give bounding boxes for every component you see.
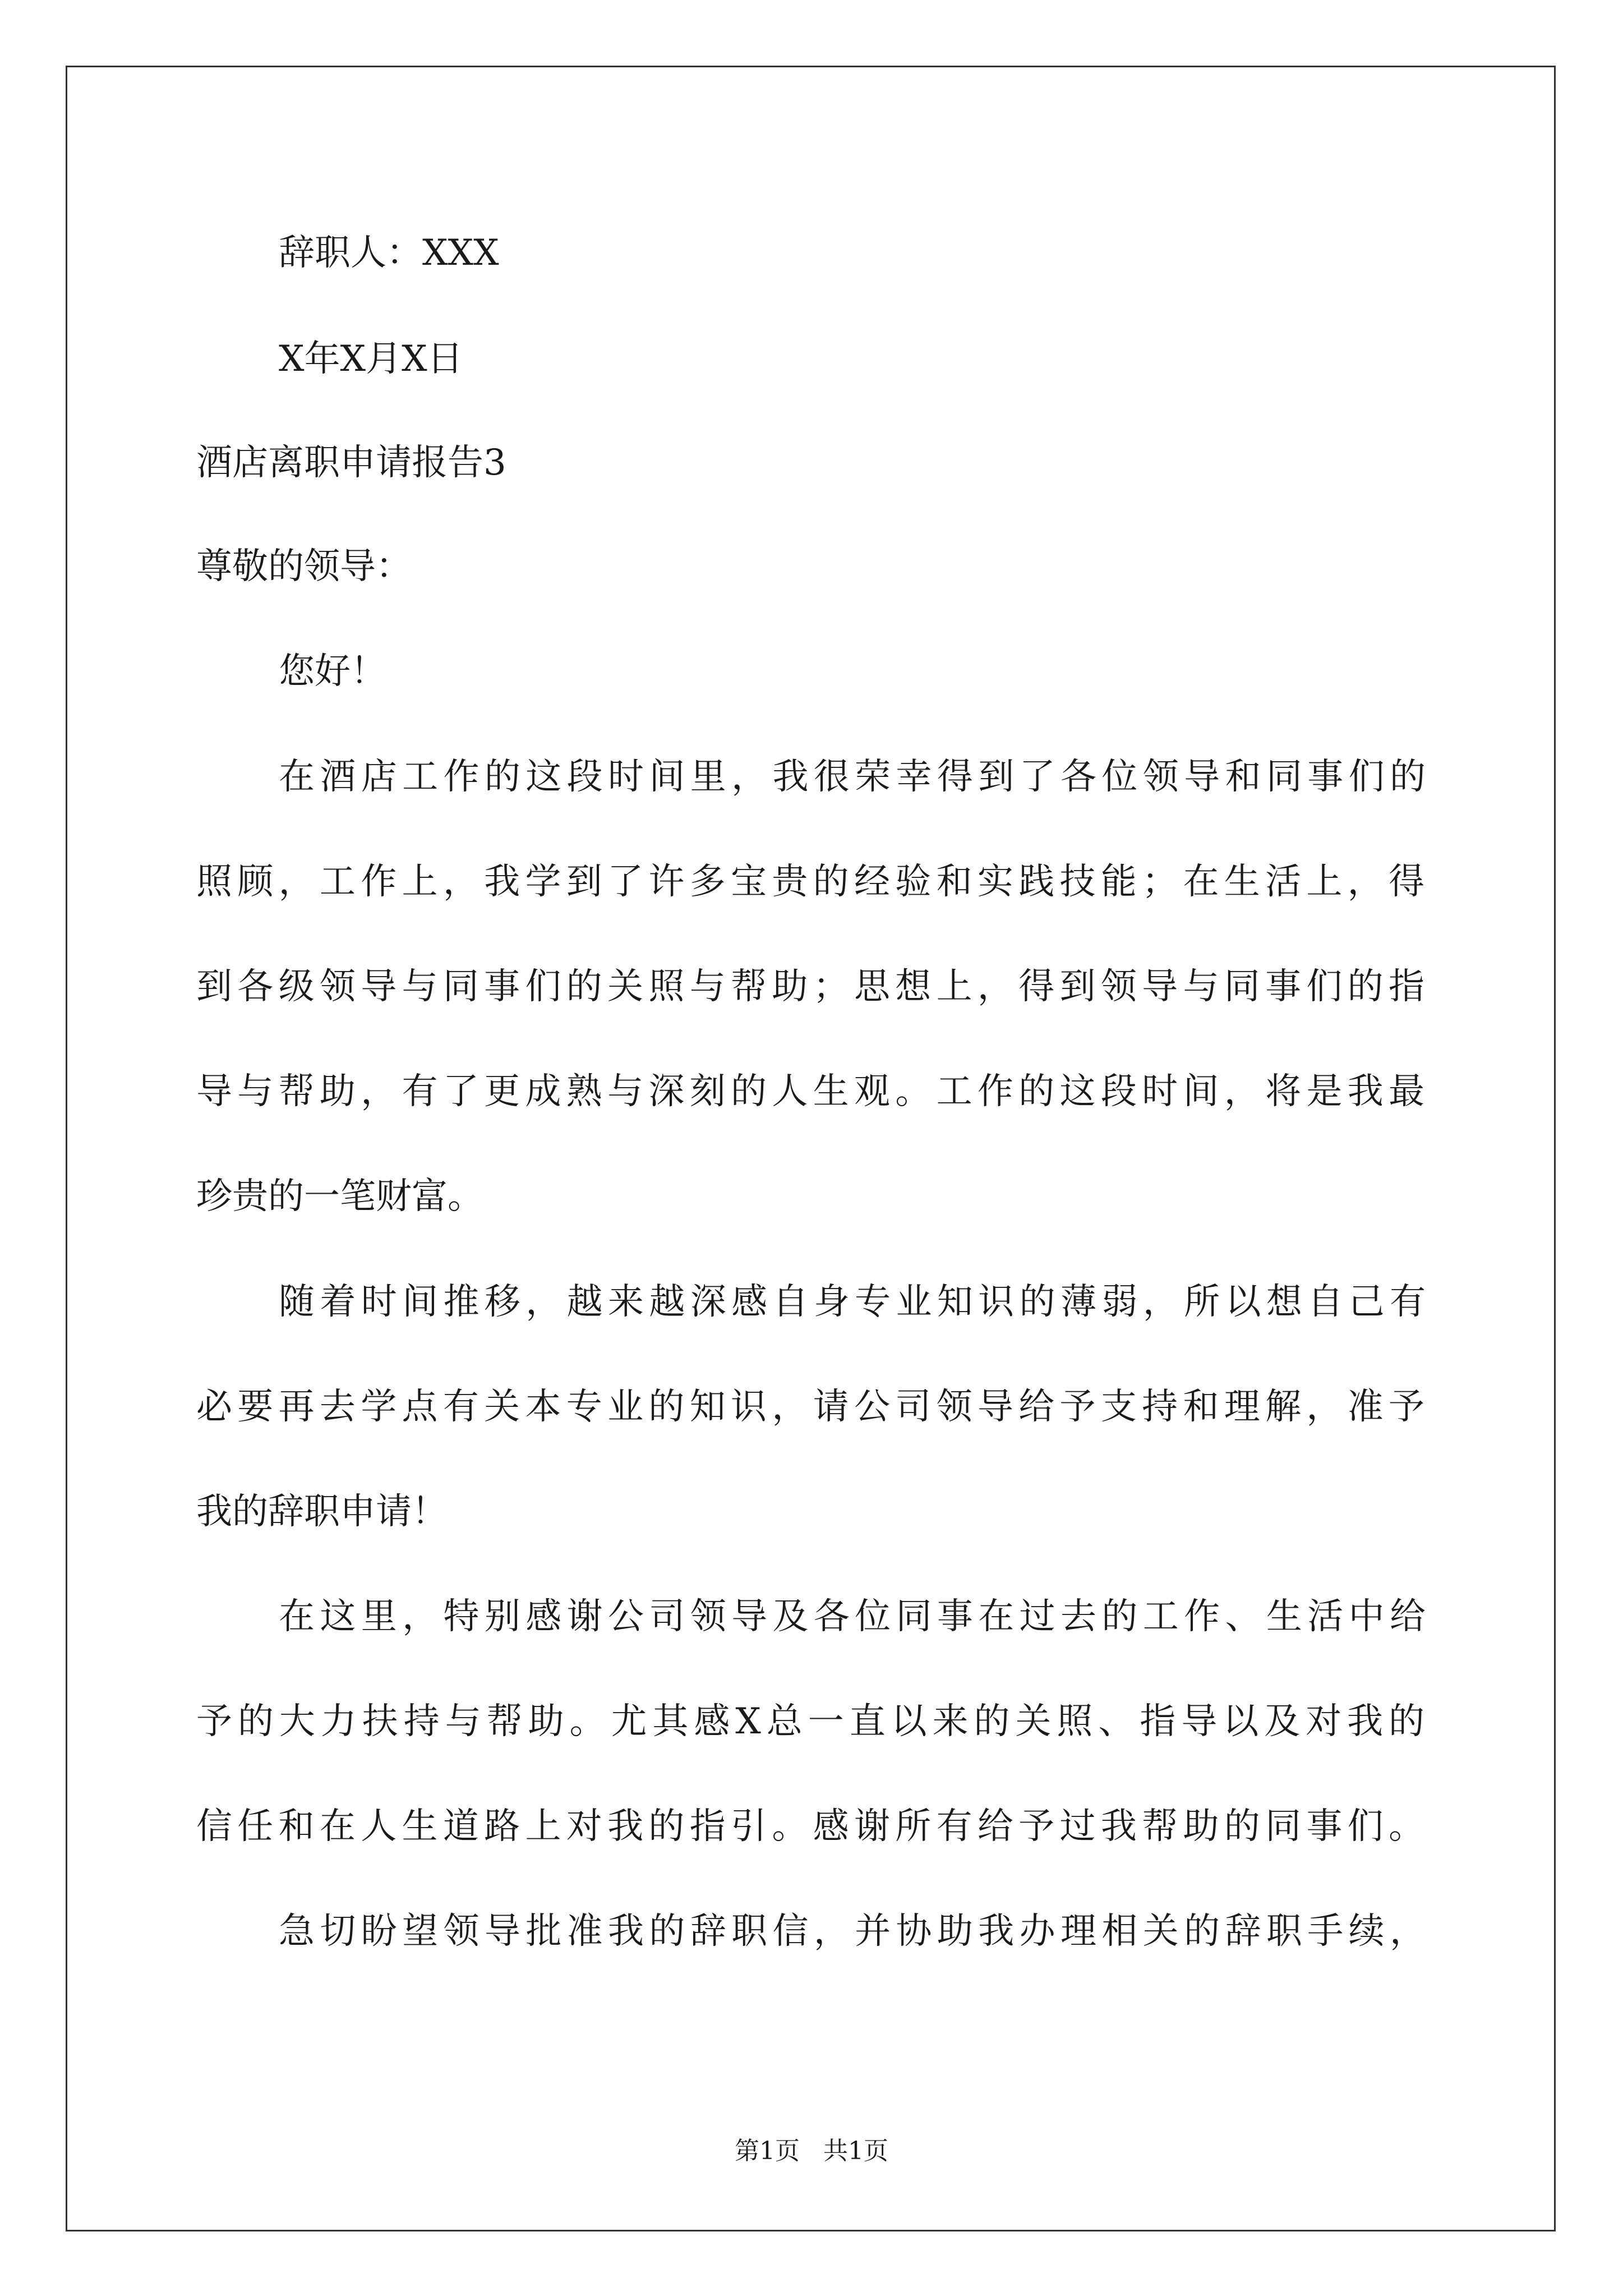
salutation: 尊敬的领导： [196, 546, 412, 587]
signer-line: 辞职人：XXX [279, 232, 499, 274]
paragraph-3-line-3: 信任和在人生道路上对我的指引。感谢所有给予过我帮助的同事们。 [196, 1806, 1424, 1847]
paragraph-1-line-3: 到各级领导与同事们的关照与帮助；思想上，得到领导与同事们的指 [196, 966, 1424, 1007]
date-line: X年X月X日 [279, 338, 463, 380]
paragraph-4-line-1: 急切盼望领导批准我的辞职信，并协助我办理相关的辞职手续， [279, 1911, 1426, 1952]
paragraph-2-line-1: 随着时间推移，越来越深感自身专业知识的薄弱，所以想自己有 [279, 1281, 1426, 1323]
paragraph-3-line-2: 予的大力扶持与帮助。尤其感X总一直以来的关照、指导以及对我的 [196, 1701, 1424, 1742]
paragraph-1-line-1: 在酒店工作的这段时间里，我很荣幸得到了各位领导和同事们的 [279, 756, 1426, 798]
paragraph-3-line-1: 在这里，特别感谢公司领导及各位同事在过去的工作、生活中给 [279, 1596, 1426, 1637]
paragraph-1-line-4: 导与帮助，有了更成熟与深刻的人生观。工作的这段时间，将是我最 [196, 1071, 1424, 1112]
page-border [66, 66, 1556, 2231]
paragraph-1-line-5: 珍贵的一笔财富。 [196, 1176, 483, 1217]
greeting: 您好！ [279, 651, 386, 692]
paragraph-2-line-2: 必要再去学点有关本专业的知识，请公司领导给予支持和理解，准予 [196, 1386, 1424, 1428]
paragraph-2-line-3: 我的辞职申请！ [196, 1491, 448, 1533]
section-title: 酒店离职申请报告3 [196, 442, 506, 484]
page-number-footer: 第1页 共1页 [735, 2137, 888, 2165]
paragraph-1-line-2: 照顾，工作上，我学到了许多宝贵的经验和实践技能；在生活上，得 [196, 861, 1424, 903]
